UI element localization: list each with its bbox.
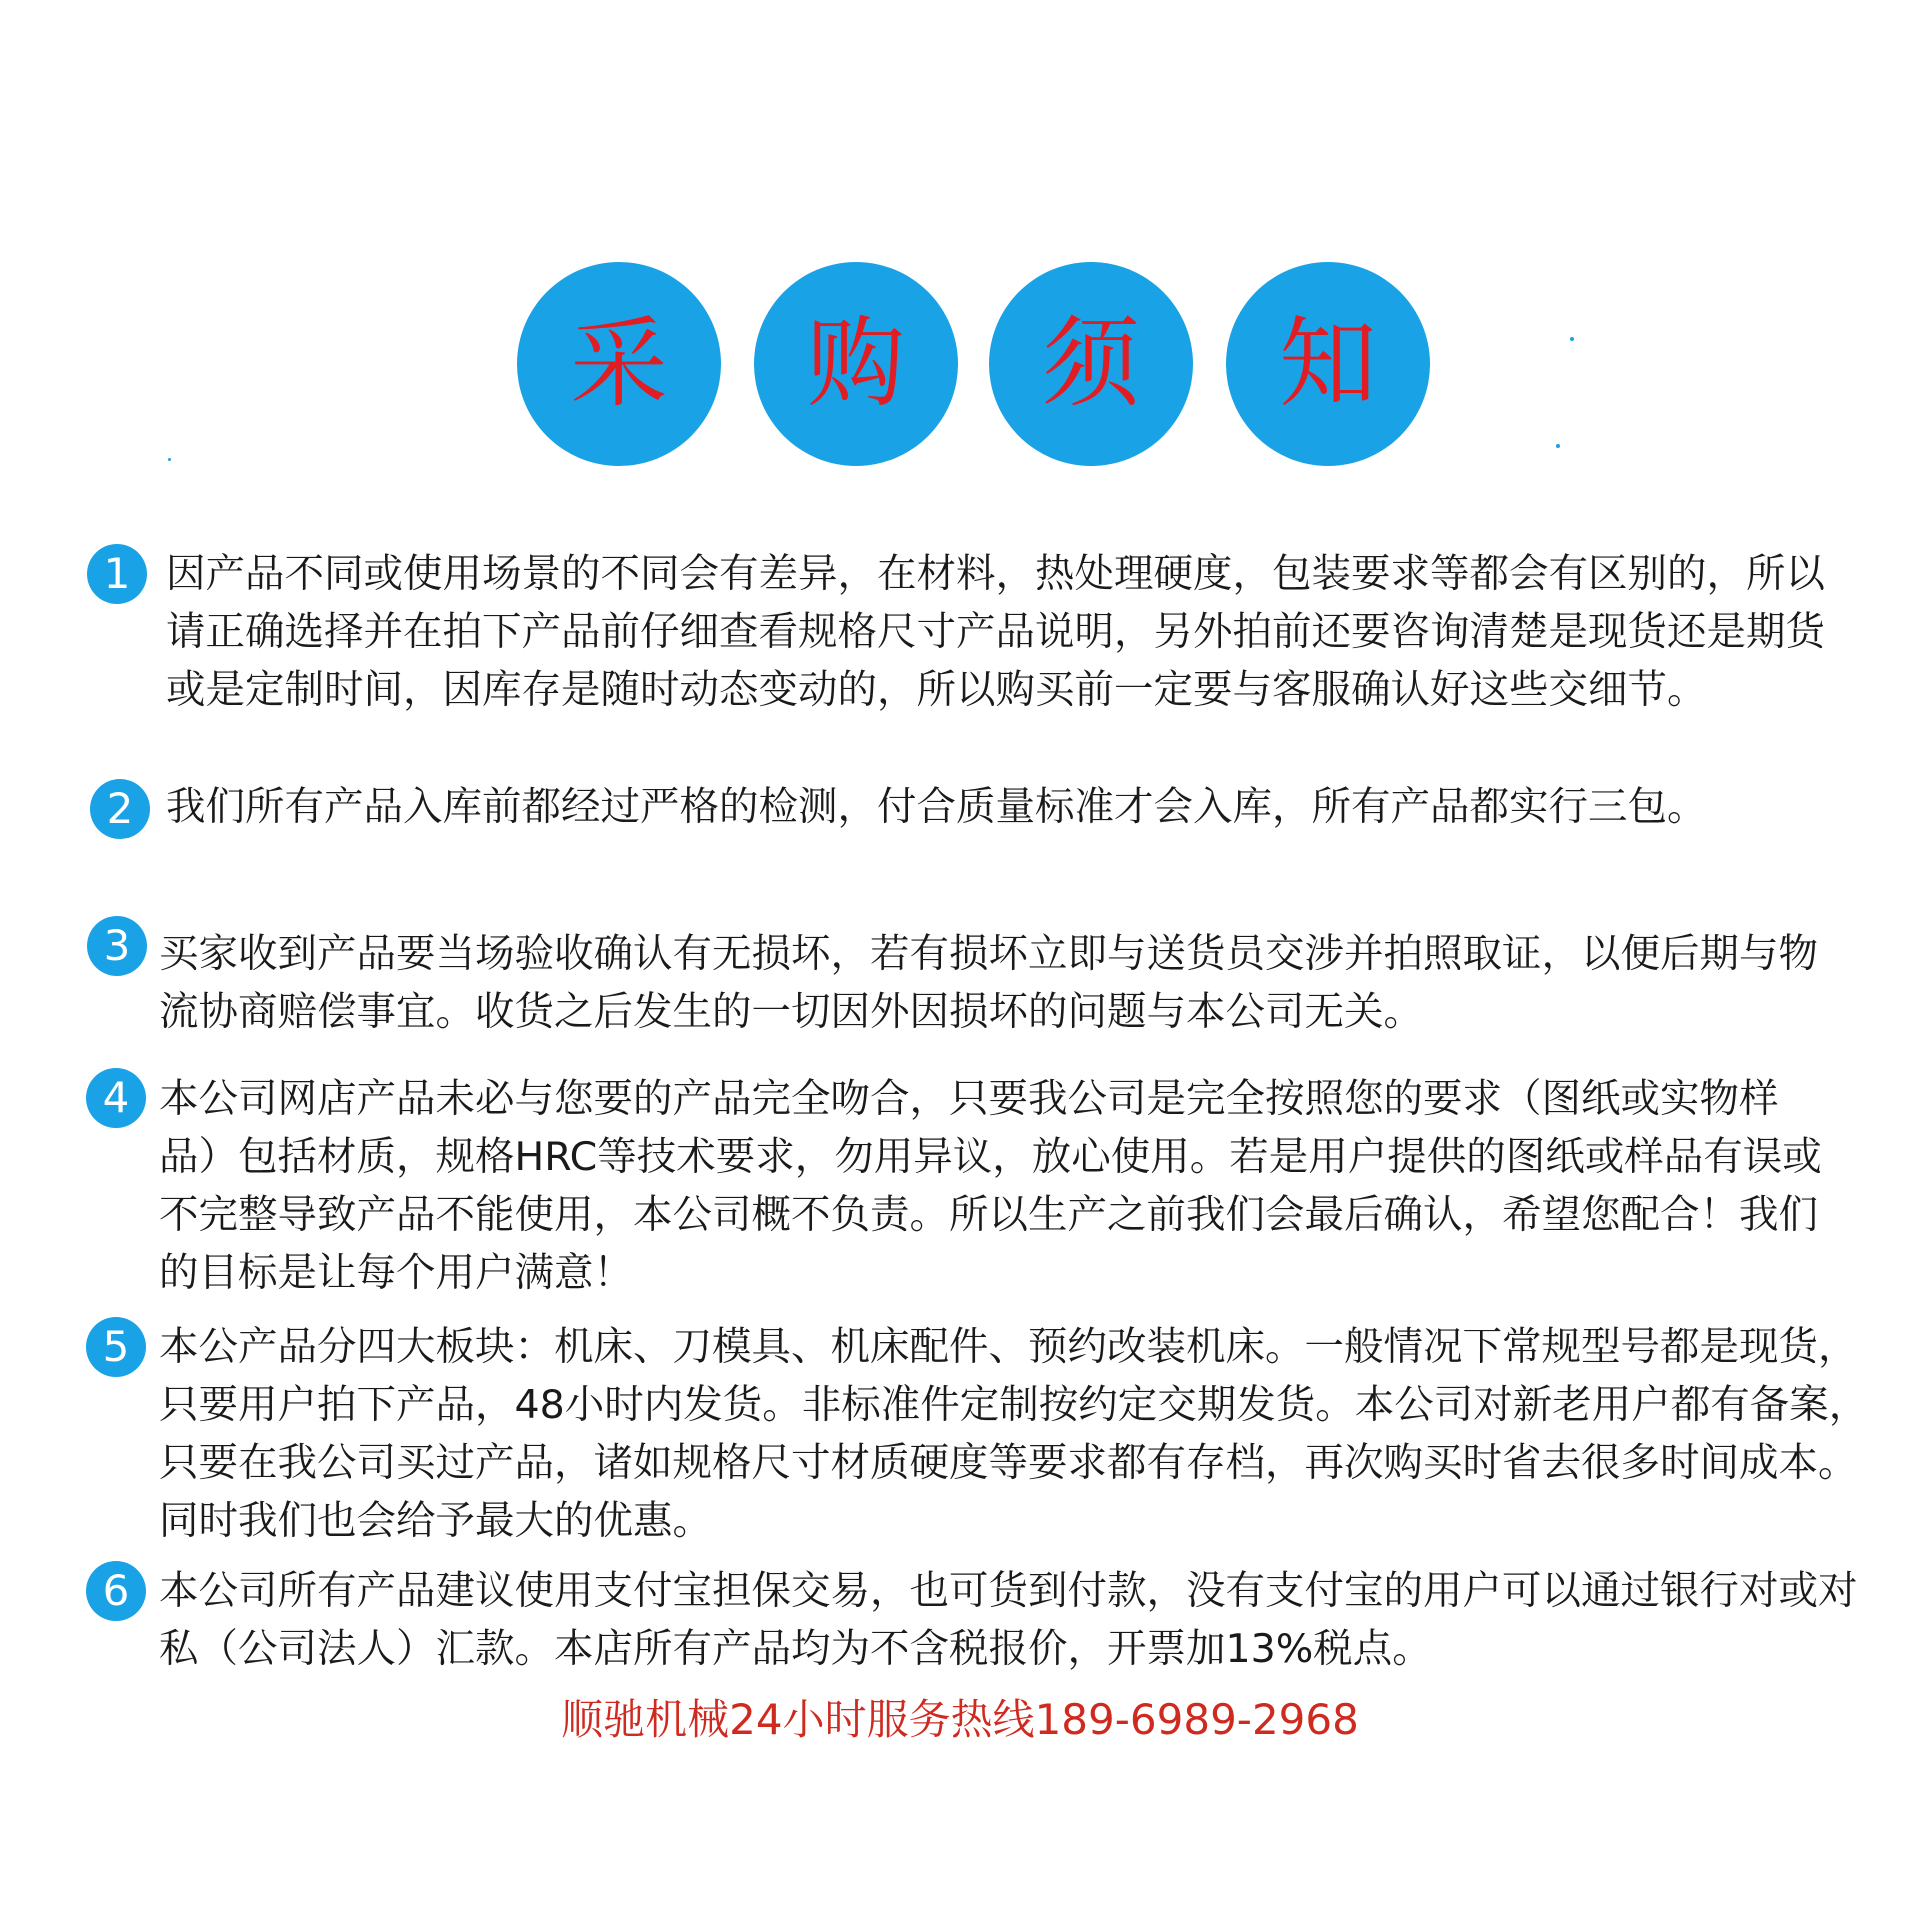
number-badge: 4: [86, 1068, 146, 1128]
title-circle: [754, 262, 958, 466]
notice-text: 本公司网店产品未必与您要的产品完全吻合，只要我公司是完全按照您的要求（图纸或实物样品）包括材质，规格HRC等技术要求，勿用异议，放心使用。若是用户提供的图纸或样品有误或不完整导致产品不能使用，本公司概不负责。所以生产之前我们会最后确认，希望您配合！我们的目标是让每个用户满意！: [159, 1076, 1822, 1296]
title-char: 知: [1278, 307, 1377, 421]
service-hotline: 顺驰机械24小时服务热线189-6989-2968: [561, 1695, 1359, 1744]
number-badge: 5: [86, 1317, 146, 1377]
title-circle: [989, 262, 1193, 466]
title-banner: [0, 262, 1920, 472]
notice-text: 本公产品分四大板块：机床、刀模具、机床配件、预约改装机床。一般情况下常规型号都是现货，只要用户拍下产品，48小时内发货。非标准件定制按约定交期发货。本公司对新老用户都有备案，只要在我公司买过产品，诸如规格尺寸材质硬度等要求都有存档，再次购买时省去很多时间成本。同时我们也会给予最大的优惠。: [159, 1324, 1869, 1544]
number-badge: 6: [86, 1561, 146, 1621]
decorative-dot: [1570, 337, 1574, 341]
decorative-dot: [1556, 444, 1560, 448]
title-char: 购: [806, 307, 905, 421]
title-circle: [1226, 262, 1430, 466]
number-badge: 1: [87, 544, 147, 604]
decorative-dot: [168, 458, 171, 461]
title-char: 采: [569, 307, 668, 421]
notice-text: 本公司所有产品建议使用支付宝担保交易，也可货到付款，没有支付宝的用户可以通过银行对或对私（公司法人）汇款。本店所有产品均为不含税报价，开票加13%税点。: [159, 1568, 1858, 1672]
number-badge: 2: [90, 779, 150, 839]
number-badge: 3: [87, 916, 147, 976]
notice-text: 买家收到产品要当场验收确认有无损坏，若有损坏立即与送货员交涉并拍照取证，以便后期与物流协商赔偿事宜。收货之后发生的一切因外因损坏的问题与本公司无关。: [159, 931, 1818, 1035]
notice-text: 我们所有产品入库前都经过严格的检测，付合质量标准才会入库，所有产品都实行三包。: [166, 784, 1707, 830]
title-char: 须: [1041, 307, 1140, 421]
title-circle: [517, 262, 721, 466]
notice-text: 因产品不同或使用场景的不同会有差异，在材料，热处理硬度，包装要求等都会有区别的，所以请正确选择并在拍下产品前仔细查看规格尺寸产品说明，另外拍前还要咨询清楚是现货还是期货或是定制时间，因库存是随时动态变动的，所以购买前一定要与客服确认好这些交细节。: [166, 551, 1825, 713]
